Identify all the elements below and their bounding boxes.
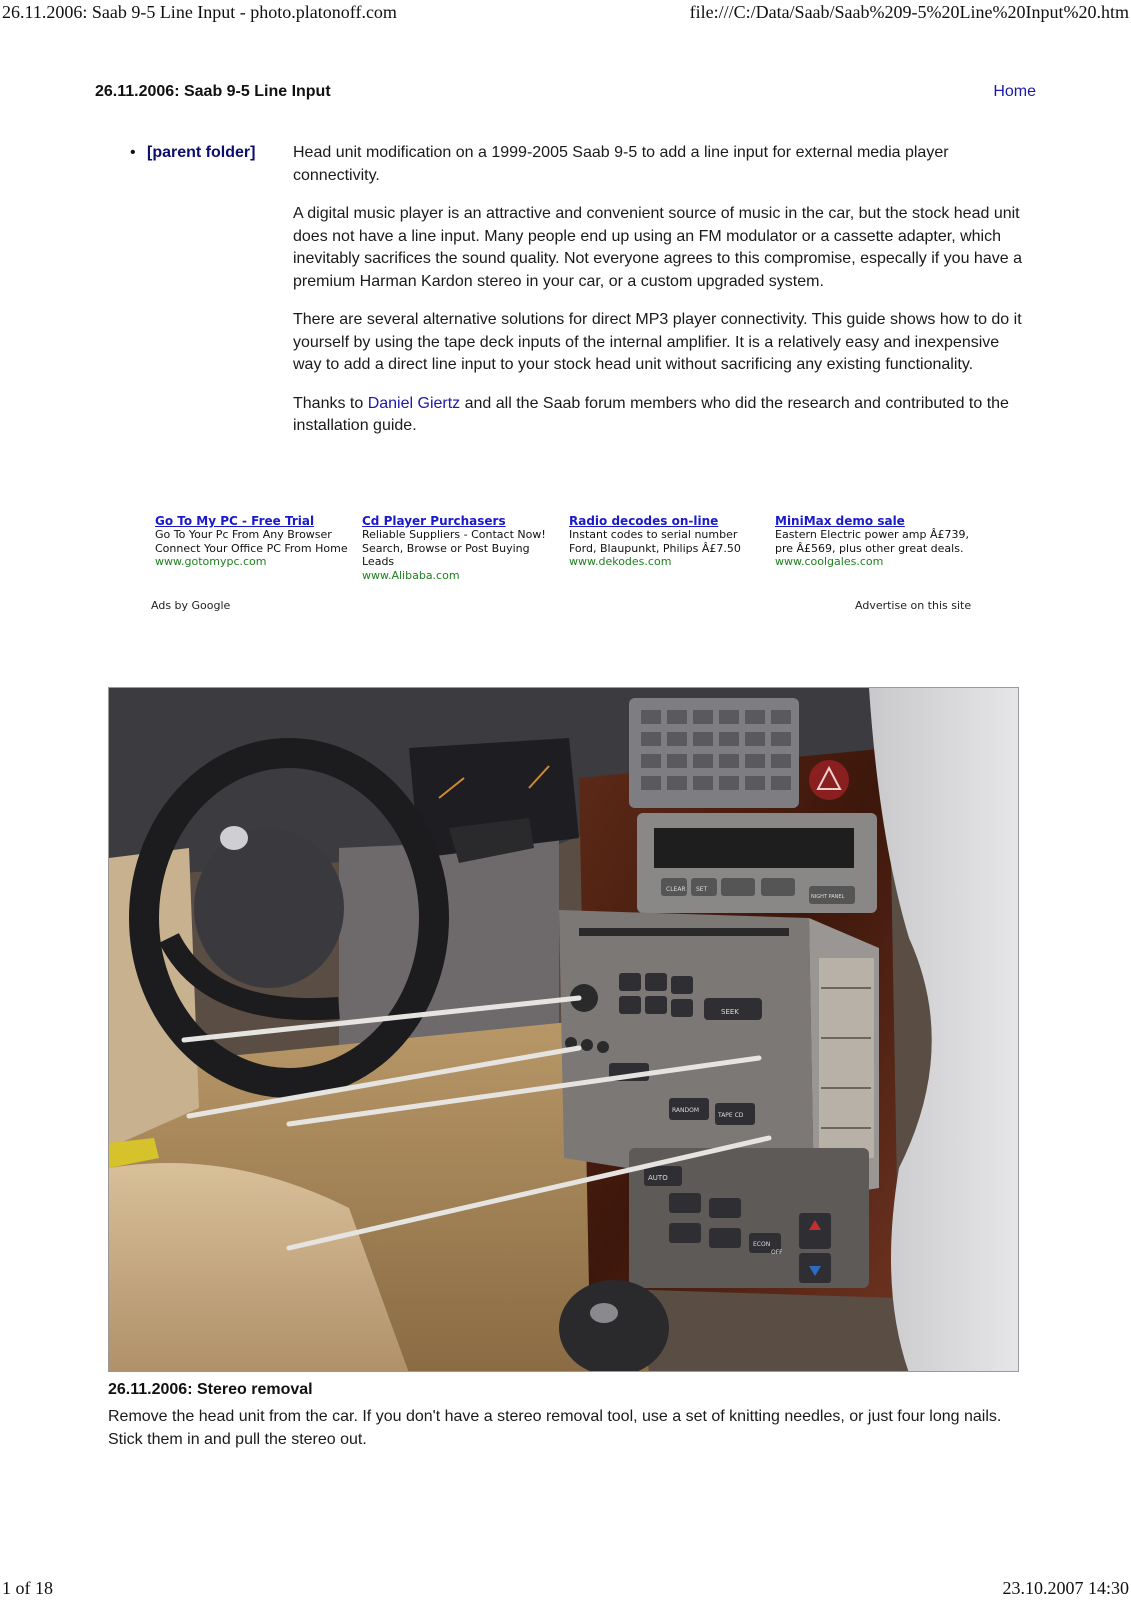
intro-text xyxy=(293,142,1023,454)
home-link[interactable]: Home xyxy=(993,83,1036,100)
parent-folder-link[interactable]: [parent folder] xyxy=(147,144,256,161)
off-label: OFF xyxy=(771,1249,783,1256)
dashboard-illustration xyxy=(109,688,1019,1372)
set-label: SET xyxy=(696,886,708,893)
clear-label: CLEAR xyxy=(666,886,686,893)
ad-item[interactable] xyxy=(362,514,557,582)
intro-paragraph-4 xyxy=(293,393,1023,438)
ad-description: Instant codes to serial number Ford, Blaupunkt, Philips Â£7.50 xyxy=(569,528,741,555)
ad-url-link[interactable]: www.coolgales.com xyxy=(775,555,884,569)
ad-description: Go To Your Pc From Any Browser Connect Your Office PC From Home xyxy=(155,528,348,555)
intro-paragraph-2: A digital music player is an attractive and convenient source of music in the car, but the stock head unit does not have a line input. Many people end up using an FM modulator or a cassette adapter, which inevitably sacrifices the sound quality. Not everyone agrees to this compromise, especally if you have a premium Harman Kardon stereo in your car, or a custom upgraded system. xyxy=(293,205,1022,290)
photo-caption-text: Remove the head unit from the car. If you don't have a stereo removal tool, use a set of knitting needles, or just four long nails. Stick them in and pull the stereo out. xyxy=(108,1408,1002,1448)
seek-label: SEEK xyxy=(721,1008,739,1016)
print-footer-page-count: 1 of 18 xyxy=(2,1578,53,1598)
ad-item[interactable] xyxy=(155,514,350,569)
bullet-icon: • xyxy=(130,144,136,161)
night-panel-label: NIGHT PANEL xyxy=(811,894,845,900)
print-header-file-url: file:///C:/Data/Saab/Saab%209-5%20Line%20Input%20.htm xyxy=(689,2,1129,22)
print-header xyxy=(0,0,1131,26)
tape-cd-label: TAPE CD xyxy=(718,1112,744,1119)
ads-by-google-link[interactable]: Ads by Google xyxy=(151,599,231,612)
ad-item[interactable] xyxy=(775,514,970,569)
thanks-suffix: and all the Saab forum members who did the research and contributed to the installation guide. xyxy=(293,394,1009,434)
ad-description: Eastern Electric power amp Â£739, pre Â£569, plus other great deals. xyxy=(775,528,970,555)
nav-list-item xyxy=(130,143,255,162)
ad-title-link[interactable]: MiniMax demo sale xyxy=(775,514,905,528)
auto-label: AUTO xyxy=(648,1174,668,1182)
print-header-page-title: 26.11.2006: Saab 9-5 Line Input - photo.platonoff.com xyxy=(2,2,397,22)
stereo-removal-photo xyxy=(108,687,1019,1372)
ad-url-link[interactable]: www.Alibaba.com xyxy=(362,568,460,582)
ad-url-link[interactable]: www.dekodes.com xyxy=(569,555,672,569)
ad-url-link[interactable]: www.gotomypc.com xyxy=(155,555,267,569)
page-title: 26.11.2006: Saab 9-5 Line Input xyxy=(95,83,331,100)
photo-caption-title: 26.11.2006: Stereo removal xyxy=(108,1381,313,1398)
ad-title-link[interactable]: Go To My PC - Free Trial xyxy=(155,514,315,528)
intro-paragraph-1: Head unit modification on a 1999-2005 Saab 9-5 to add a line input for external media player connectivity. xyxy=(293,144,949,184)
random-label: RANDOM xyxy=(672,1107,700,1114)
thanks-prefix: Thanks to xyxy=(293,394,368,412)
daniel-giertz-link[interactable]: Daniel Giertz xyxy=(367,394,461,412)
print-footer xyxy=(0,1576,1131,1600)
advertise-link[interactable]: Advertise on this site xyxy=(855,599,972,612)
ad-item[interactable] xyxy=(569,514,764,569)
print-footer-timestamp: 23.10.2007 14:30 xyxy=(1002,1578,1129,1598)
nav-list xyxy=(130,143,255,162)
econ-label: ECON xyxy=(753,1241,771,1248)
ad-title-link[interactable]: Radio decodes on-line xyxy=(569,514,719,528)
intro-paragraph-3: There are several alternative solutions for direct MP3 player connectivity. This guide shows how to do it yourself by using the tape deck inputs of the internal amplifier. It is a relatively easy and inexpensive way to add a direct line input to your stock head unit without sacrificing any existing functionality. xyxy=(293,311,1022,373)
ad-title-link[interactable]: Cd Player Purchasers xyxy=(362,514,506,528)
ad-description: Reliable Suppliers - Contact Now! Search, Browse or Post Buying Leads xyxy=(362,528,546,569)
